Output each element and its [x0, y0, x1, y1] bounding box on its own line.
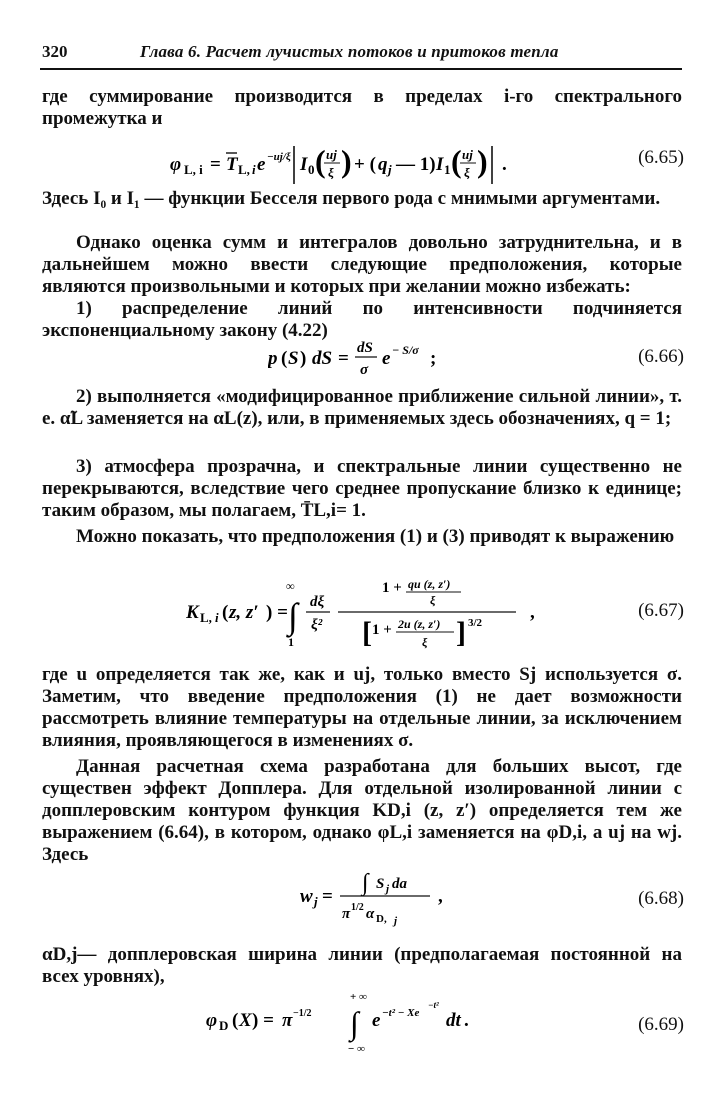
page-number: 320 [42, 42, 68, 61]
svg-text:dS: dS [357, 340, 373, 356]
svg-text:i: i [252, 162, 256, 177]
svg-text:S: S [288, 348, 299, 369]
svg-text:∫: ∫ [350, 1005, 359, 1041]
svg-text:) =: ) = [252, 1010, 274, 1031]
svg-text:=: = [322, 886, 333, 907]
svg-text:(: ( [232, 1010, 239, 1031]
svg-text:j: j [314, 894, 318, 909]
svg-text:π: π [282, 1010, 293, 1031]
svg-text:): ) [477, 143, 488, 179]
equation-6-65-drawing [170, 140, 610, 190]
equation-number-6-69: (6.69) [638, 1014, 684, 1035]
svg-text:(: ( [222, 602, 229, 623]
paragraph-8-text: где u определяется так же, как и uj, только вместо Sj используется σ. Заметим, что введение предположения (1) не дает возможности рассмотреть влияние температуры на отдельные линии, за исключением влияния, проявляющегося в изменениях σ. [42, 664, 682, 751]
svg-text:.: . [464, 1010, 469, 1031]
svg-text:1 +: 1 + [372, 622, 392, 638]
svg-text:e: e [382, 348, 391, 369]
paragraph-7 [42, 526, 682, 548]
paragraph-2 [42, 188, 682, 210]
paragraph-1 [42, 86, 682, 130]
paragraph-10 [42, 944, 682, 988]
paragraph-7-text: Можно показать, что предположения (1) и (3) приводят к выражению [76, 526, 675, 547]
paragraph-2-text: Здесь I₀ и I₁ — функции Бесселя первого рода с мнимыми аргументами. [42, 188, 661, 209]
svg-text:− ∞: − ∞ [348, 1043, 365, 1055]
svg-text:dξ: dξ [310, 594, 325, 610]
svg-text:ξ: ξ [328, 165, 334, 180]
svg-text:D,: D, [376, 913, 387, 925]
svg-text:): ) [300, 348, 307, 369]
svg-text:∞: ∞ [286, 579, 295, 593]
svg-text:z, z′: z, z′ [229, 602, 259, 623]
svg-text:L, i: L, i [184, 162, 203, 177]
equation-6-69 [206, 990, 526, 1062]
page-header [40, 40, 682, 70]
svg-text:2u (z, z′): 2u (z, z′) [398, 617, 441, 631]
svg-text:−t²: −t² [428, 1000, 439, 1010]
paragraph-1-text: где суммирование производится в пределах i-го спектрального промежутка и [42, 86, 682, 129]
svg-text:T: T [226, 154, 238, 175]
equation-6-67 [186, 576, 556, 662]
svg-text:L,: L, [238, 162, 250, 177]
paragraph-4-text: 1) распределение линий по интенсивности подчиняется экспоненциальному закону (4.22) [42, 298, 682, 341]
equation-number-6-67: (6.67) [638, 600, 684, 621]
equation-6-68 [300, 866, 460, 936]
svg-text:0: 0 [308, 162, 315, 177]
svg-text:(: ( [281, 348, 288, 369]
svg-text:I: I [300, 154, 308, 175]
svg-text:dt: dt [446, 1010, 461, 1031]
svg-text:+ (: + ( [354, 154, 376, 175]
svg-text:ξ: ξ [430, 593, 436, 607]
svg-text:): ) [341, 143, 352, 179]
equation-6-66-drawing [268, 336, 488, 382]
svg-text:D: D [219, 1018, 229, 1033]
svg-text:−1/2: −1/2 [293, 1008, 312, 1019]
paragraph-6-text: 3) атмосфера прозрачна, и спектральные линии существенно не перекрываются, вследствие чего среднее пропускание близко к единице; таким образом, мы полагаем, T̄L,i= 1. [42, 456, 682, 521]
svg-text:+ ∞: + ∞ [350, 991, 367, 1003]
paragraph-3-text: Однако оценка сумм и интегралов довольно затруднительна, и в дальнейшем можно ввести следующие предположения, которые являются произвольными и которых при желании можно избежать: [42, 232, 682, 297]
svg-text:1: 1 [444, 162, 451, 177]
svg-text:=: = [210, 154, 221, 175]
paragraph-3 [42, 232, 682, 298]
svg-text:— 1): — 1) [396, 154, 436, 175]
svg-text:3/2: 3/2 [468, 617, 483, 629]
svg-text:∫: ∫ [362, 870, 369, 896]
svg-text:1 +: 1 + [382, 580, 402, 596]
svg-text:ξ: ξ [464, 165, 470, 180]
svg-text:uj: uj [326, 147, 337, 162]
svg-text:e: e [372, 1010, 381, 1031]
svg-text:e: e [257, 154, 266, 175]
svg-text:j: j [388, 162, 392, 177]
svg-text:uj: uj [462, 147, 473, 162]
svg-text:i: i [215, 610, 219, 625]
svg-text:K: K [186, 602, 199, 623]
svg-text:j: j [394, 915, 398, 927]
svg-text:∫: ∫ [288, 596, 298, 636]
svg-text:w: w [300, 886, 313, 907]
svg-text:ξ²: ξ² [311, 617, 323, 633]
running-title: Глава 6. Расчет лучистых потоков и притоков тепла [140, 42, 559, 61]
svg-text:,: , [438, 886, 443, 907]
svg-text:σ: σ [360, 362, 369, 378]
svg-text:(: ( [315, 143, 326, 179]
equation-6-67-drawing [186, 576, 556, 656]
equation-6-68-drawing [300, 866, 460, 930]
svg-text:j: j [386, 883, 390, 895]
equation-number-6-65: (6.65) [638, 147, 684, 168]
paragraph-9 [42, 756, 682, 866]
svg-text:φ: φ [206, 1010, 218, 1031]
svg-text:φ: φ [170, 154, 182, 175]
svg-text:1/2: 1/2 [351, 902, 364, 913]
svg-text:(: ( [451, 143, 462, 179]
svg-text:,: , [530, 602, 535, 623]
equation-number-6-66: (6.66) [638, 346, 684, 367]
svg-text:L,: L, [200, 610, 212, 625]
paragraph-5 [42, 386, 682, 430]
svg-text:=: = [338, 348, 349, 369]
svg-text:ξ: ξ [422, 635, 428, 649]
svg-text:−t² − Xe: −t² − Xe [382, 1007, 420, 1019]
svg-text:q: q [378, 154, 388, 175]
paragraph-10-text: αD,j— допплеровская ширина линии (предполагаемая постоянной на всех уровнях), [42, 944, 682, 987]
equation-6-69-drawing [206, 990, 526, 1056]
equation-6-66 [268, 336, 488, 388]
svg-text:.: . [502, 154, 507, 175]
svg-text:I: I [436, 154, 444, 175]
svg-text:;: ; [430, 348, 437, 369]
paragraph-6 [42, 456, 682, 522]
svg-text:−uj/ξ: −uj/ξ [267, 151, 291, 163]
paragraph-8 [42, 664, 682, 752]
equation-number-6-68: (6.68) [638, 888, 684, 909]
svg-text:qu (z, z′): qu (z, z′) [408, 577, 451, 591]
svg-text:− S/σ: − S/σ [392, 343, 419, 357]
svg-text:p: p [268, 348, 278, 369]
svg-text:α: α [366, 906, 375, 922]
svg-text:π: π [342, 906, 351, 922]
svg-text:dS: dS [312, 348, 333, 369]
svg-text:[: [ [362, 616, 372, 649]
svg-text:X: X [239, 1010, 252, 1031]
paragraph-5-text: 2) выполняется «модифицированное приближение сильной линии», т. е. α̃L заменяется на αL(z), или, в применяемых здесь обозначениях, q = 1; [42, 386, 682, 429]
svg-text:da: da [392, 876, 407, 892]
svg-text:S: S [376, 876, 385, 892]
svg-text:) =: ) = [266, 602, 288, 623]
paragraph-9-text: Данная расчетная схема разработана для больших высот, где существен эффект Допплера. Для отдельной изолированной линии с допплеровским контуром функция KD,i (z, z′) определяется тем же выражением (6.64), в котором, однако φL,i заменяется на φD,i, а uj на wj. Здесь [42, 756, 682, 865]
svg-text:1: 1 [288, 635, 294, 649]
svg-text:]: ] [456, 616, 466, 649]
